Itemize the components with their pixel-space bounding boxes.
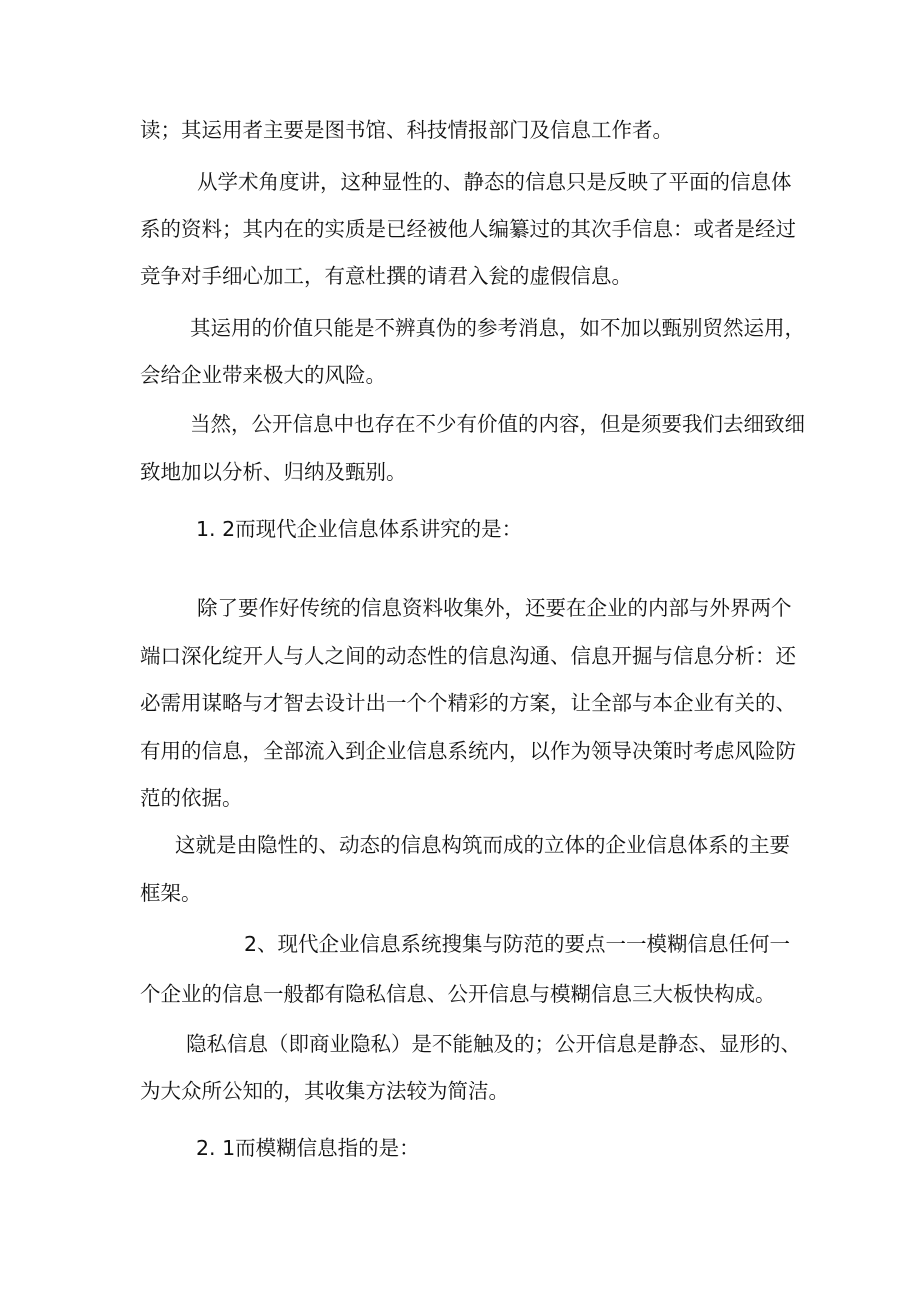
text-line: 当然，公开信息中也存在不少有价值的内容，但是须要我们去细致细 (190, 412, 805, 436)
text-line: 必需用谋略与才智去设计出一个个精彩的方案，让全部与本企业有关的、 (140, 691, 796, 715)
text-line: 除了要作好传统的信息资料收集外，还要在企业的内部与外界两个 (197, 596, 792, 620)
text-line: 从学术角度讲，这种显性的、静态的信息只是反映了平面的信息体 (197, 170, 792, 194)
text-line: 读；其运用者主要是图书馆、科技情报部门及信息工作者。 (140, 118, 673, 142)
text-line: 个企业的信息一般都有隐私信息、公开信息与模糊信息三大板快构成。 (140, 982, 776, 1006)
text-line: 这就是由隐性的、动态的信息构筑而成的立体的企业信息体系的主要 (175, 833, 790, 857)
text-line: 隐私信息（即商业隐私）是不能触及的；公开信息是静态、显形的、 (186, 1032, 801, 1056)
text-line: 竞争对手细心加工，有意杜撰的请君入瓮的虚假信息。 (140, 264, 632, 288)
text-line: 为大众所公知的，其收集方法较为简洁。 (140, 1079, 509, 1103)
text-line: 端口深化绽开人与人之间的动态性的信息沟通、信息开掘与信息分析：还 (140, 644, 796, 668)
text-line: 致地加以分析、归纳及甄别。 (140, 460, 407, 484)
text-line: 会给企业带来极大的风险。 (140, 363, 386, 387)
section-heading: 2、现代企业信息系统搜集与防范的要点一一模糊信息任何一 (244, 932, 791, 956)
section-heading: 2. 1而模糊信息指的是： (196, 1136, 420, 1160)
text-line: 有用的信息，全部流入到企业信息系统内，以作为领导决策时考虑风险防 (140, 739, 796, 763)
text-line: 框架。 (140, 881, 202, 905)
section-heading: 1. 2而现代企业信息体系讲究的是： (196, 517, 523, 541)
text-line: 系的资料；其内在的实质是已经被他人编纂过的其次手信息：或者是经过 (140, 217, 796, 241)
text-line: 范的依据。 (140, 786, 243, 810)
text-line: 其运用的价值只能是不辨真伪的参考消息，如不加以甄别贸然运用， (190, 316, 805, 340)
